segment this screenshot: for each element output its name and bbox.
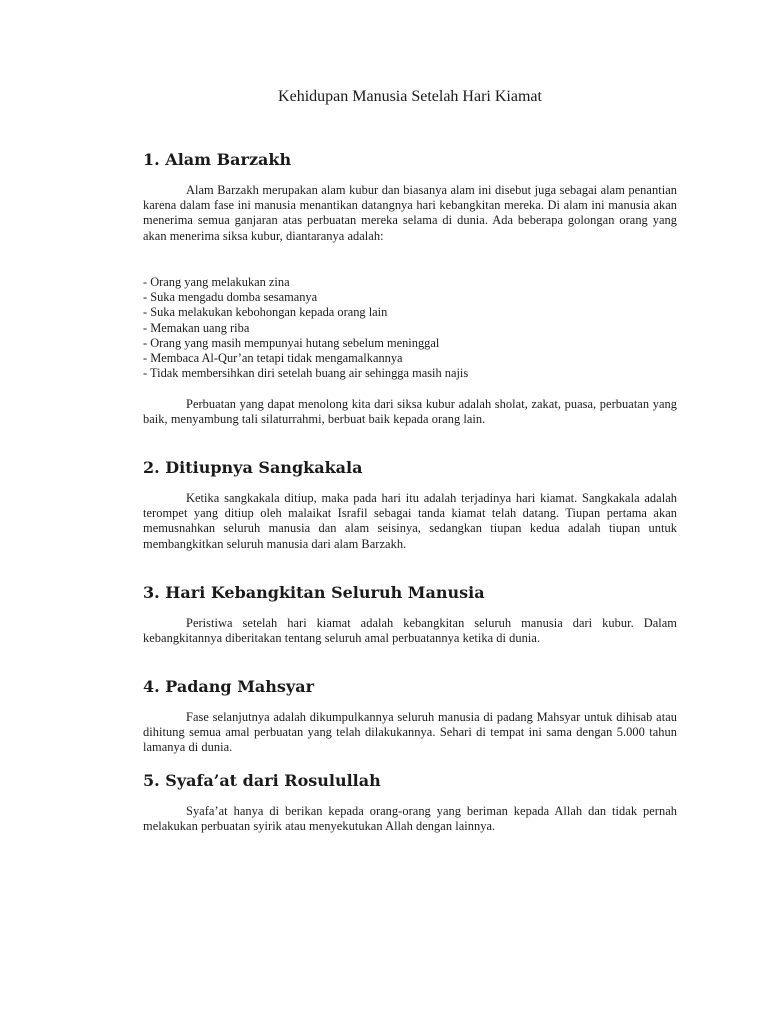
- section-paragraph: Fase selanjutnya adalah dikumpulkannya seluruh manusia di padang Mahsyar untuk dihisab atau dihitung semua amal perbuatan yang telah dilakukannya. Sehari di tempat ini sama dengan 5.000 tahun lamanya di dunia.: [143, 710, 677, 755]
- list-item: - Tidak membersihkan diri setelah buang air sehingga masih najis: [143, 366, 469, 381]
- section-heading-alam-barzakh: 1. Alam Barzakh: [143, 150, 292, 169]
- section-heading-syafaat: 5. Syafa’at dari Rosulullah: [143, 771, 381, 790]
- list-item: - Orang yang melakukan zina: [143, 275, 290, 289]
- document-title: Kehidupan Manusia Setelah Hari Kiamat: [278, 88, 542, 105]
- siksa-kubur-list: [143, 275, 677, 381]
- list-item: - Membaca Al-Qur’an tetapi tidak mengamalkannya: [143, 351, 403, 366]
- section-heading-ditiupnya-sangkakala: 2. Ditiupnya Sangkakala: [143, 458, 363, 477]
- list-item: - Memakan uang riba: [143, 320, 250, 335]
- section-paragraph: Syafa’at hanya di berikan kepada orang-orang yang beriman kepada Allah dan tidak pernah melakukan perbuatan syirik atau menyekutukan Allah dengan lainnya.: [143, 804, 677, 834]
- list-item: - Suka mengadu domba sesamanya: [143, 290, 318, 305]
- list-item: - Suka melakukan kebohongan kepada orang lain: [143, 305, 388, 320]
- section-paragraph: Alam Barzakh merupakan alam kubur dan biasanya alam ini disebut juga sebagai alam penantian karena dalam fase ini manusia menantikan datangnya hari kebangkitan mereka. Di alam ini manusia akan menerima semua ganjaran atas perbuatan mereka selama di dunia. Ada beberapa golongan orang yang akan menerima siksa kubur, diantaranya adalah:: [143, 183, 677, 243]
- section-paragraph: Ketika sangkakala ditiup, maka pada hari itu adalah terjadinya hari kiamat. Sangkakala adalah terompet yang ditiup oleh malaikat Israfil sebagai tanda kiamat telah datang. Tiupan pertama akan memusnahkan seluruh manusia dan alam seisinya, sedangkan tiupan kedua adalah tiupan untuk membangkitkan seluruh manusia dari alam Barzakh.: [143, 491, 677, 551]
- list-item: - Orang yang masih mempunyai hutang sebelum meninggal: [143, 335, 440, 350]
- section-paragraph: Peristiwa setelah hari kiamat adalah kebangkitan seluruh manusia dari kubur. Dalam kebangkitannya diberitakan tentang seluruh amal perbuatannya ketika di dunia.: [143, 616, 677, 646]
- section-heading-hari-kebangkitan: 3. Hari Kebangkitan Seluruh Manusia: [143, 583, 485, 602]
- section-paragraph: Perbuatan yang dapat menolong kita dari siksa kubur adalah sholat, zakat, puasa, perbuatan yang baik, menyambung tali silaturrahmi, berbuat baik kepada orang lain.: [143, 397, 677, 427]
- section-heading-padang-mahsyar: 4. Padang Mahsyar: [143, 677, 314, 696]
